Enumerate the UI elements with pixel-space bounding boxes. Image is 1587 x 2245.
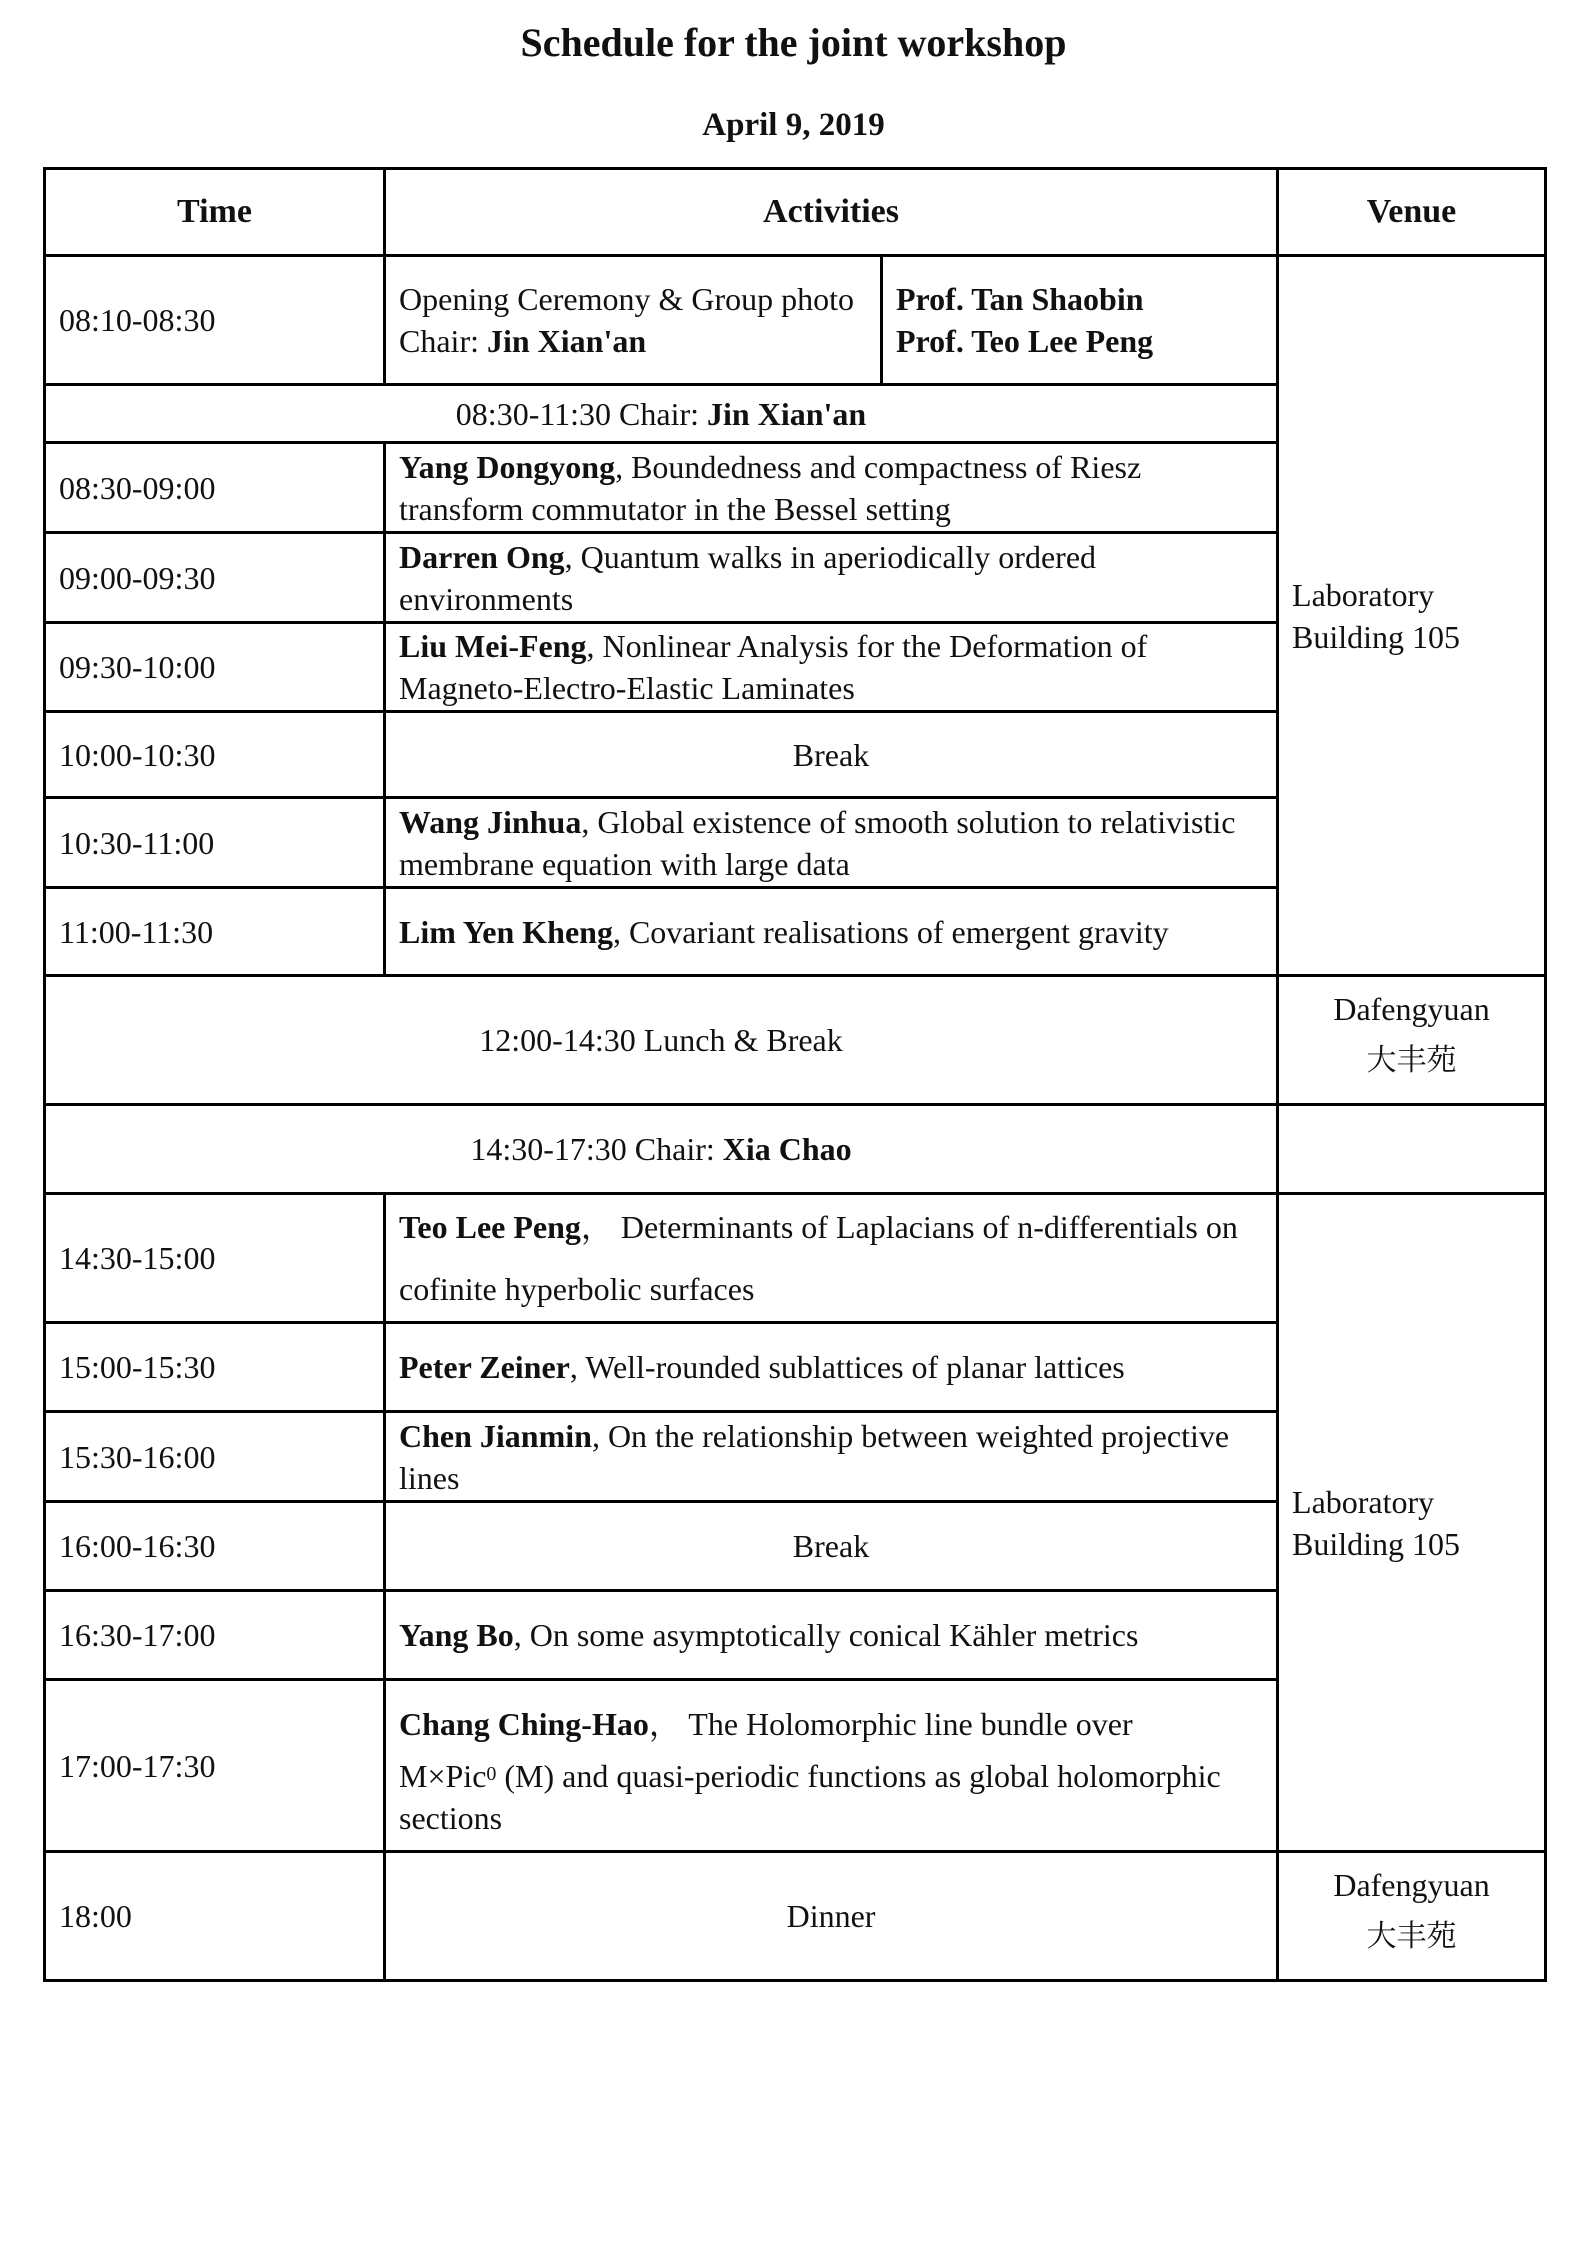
time-cell: 18:00 [45,1852,385,1981]
talk-title: , Covariant realisations of emergent gravity [612,913,1169,950]
talk-title: , Quantum walks in aperiodically ordered environments [399,538,1097,617]
talk-title: , Boundedness and compactness of Riesz transform commutator in the Bessel setting [399,448,1142,527]
talk-line [399,1755,1263,1839]
talk-cell [385,888,1278,976]
speaker-name: Wang Jinhua [399,803,582,840]
speaker-name: Chen Jianmin [399,1417,592,1454]
session-label: 08:30-11:30 Chair: [455,395,708,432]
session-chair: Jin Xian'an [707,395,867,432]
talk-title: , On some asymptotically conical Kähler metrics [513,1617,1139,1653]
guest-name: Prof. Teo Lee Peng [896,323,1154,359]
header-venue: Venue [1278,169,1546,256]
time-cell: 09:30-10:00 [45,623,385,712]
venue-name: Dafengyuan [1333,1867,1490,1903]
speaker-name: Peter Zeiner [399,1349,570,1385]
talk-cell [385,1323,1278,1412]
time-cell: 16:30-17:00 [45,1591,385,1680]
opening-guests [882,256,1278,385]
opening-activity [385,256,882,385]
session-chair: Xia Chao [722,1131,852,1167]
time-cell: 11:00-11:30 [45,888,385,976]
talk-title: , Nonlinear Analysis for the Deformation of Magneto-Electro-Elastic Laminates [399,628,1148,706]
talk-cell [385,798,1278,888]
talk-title: ， Determinants of Laplacians of n-differentials on cofinite hyperbolic surfaces [399,1209,1238,1307]
talk-title: , Well-rounded sublattices of planar lattices [569,1349,1125,1385]
talk-cell [385,1412,1278,1502]
time-cell: 14:30-15:00 [45,1194,385,1323]
talk-cell [385,533,1278,623]
opening-chair-name: Jin Xian'an [486,323,647,359]
dinner-cell: Dinner [385,1852,1278,1981]
talk-title: M×Pic [399,1757,487,1794]
venue-cell: Laboratory Building 105 [1278,1194,1546,1852]
table-header-row [45,169,1546,256]
opening-text: Opening Ceremony & Group photo [399,281,855,317]
time-cell: 10:30-11:00 [45,798,385,888]
venue-name-cn: 大丰苑 [1366,1919,1457,1954]
venue-cell-empty [1278,1105,1546,1194]
time-cell: 16:00-16:30 [45,1502,385,1591]
talk-cell [385,443,1278,533]
break-cell: Break [385,712,1278,798]
page-title: Schedule for the joint workshop [520,20,1067,65]
venue-name-cn: 大丰苑 [1366,1043,1457,1078]
lunch-row [45,976,1546,1105]
schedule-table [43,167,1547,1982]
time-cell: 09:00-09:30 [45,533,385,623]
guest-name: Prof. Tan Shaobin [896,281,1144,317]
superscript: 0 [486,1762,497,1785]
talk-cell [385,1680,1278,1852]
table-row [45,1194,1546,1323]
session-heading [45,1105,1278,1194]
talk-cell [385,1591,1278,1680]
time-cell: 08:30-09:00 [45,443,385,533]
venue-cell: Laboratory Building 105 [1278,256,1546,976]
speaker-name: Liu Mei-Feng [399,628,587,664]
session-label: 14:30-17:30 Chair: [470,1131,723,1167]
session-row [45,1105,1546,1194]
time-cell: 15:30-16:00 [45,1412,385,1502]
talk-line [399,1693,1263,1755]
speaker-name: Lim Yen Kheng [399,913,613,950]
speaker-name: Teo Lee Peng [399,1209,581,1245]
break-cell: Break [385,1502,1278,1591]
talk-title: , Global existence of smooth solution to relativistic membrane equation with large data [399,803,1236,882]
dinner-row [45,1852,1546,1981]
talk-title: (M) and quasi-periodic functions as global holomorphic sections [399,1757,1221,1836]
header-activities: Activities [385,169,1278,256]
lunch-venue-cell [1278,976,1546,1105]
speaker-name: Darren Ong [399,538,565,575]
dinner-venue-cell [1278,1852,1546,1981]
speaker-name: Yang Bo [399,1617,514,1653]
lunch-cell: 12:00-14:30 Lunch & Break [45,976,1278,1105]
time-cell: 08:10-08:30 [45,256,385,385]
header-time: Time [45,169,385,256]
time-cell: 10:00-10:30 [45,712,385,798]
time-cell: 17:00-17:30 [45,1680,385,1852]
opening-chair-label: Chair: [399,323,487,359]
talk-title: , On the relationship between weighted projective lines [399,1417,1230,1496]
time-cell: 15:00-15:30 [45,1323,385,1412]
session-heading [45,385,1278,443]
talk-cell [385,1194,1278,1323]
speaker-name: Chang Ching-Hao [399,1705,649,1742]
speaker-name: Yang Dongyong [399,448,616,485]
table-row [45,256,1546,385]
schedule-date: April 9, 2019 [702,107,885,143]
talk-title: ， The Holomorphic line bundle over [648,1705,1133,1742]
talk-cell [385,623,1278,712]
venue-name: Dafengyuan [1333,991,1490,1027]
